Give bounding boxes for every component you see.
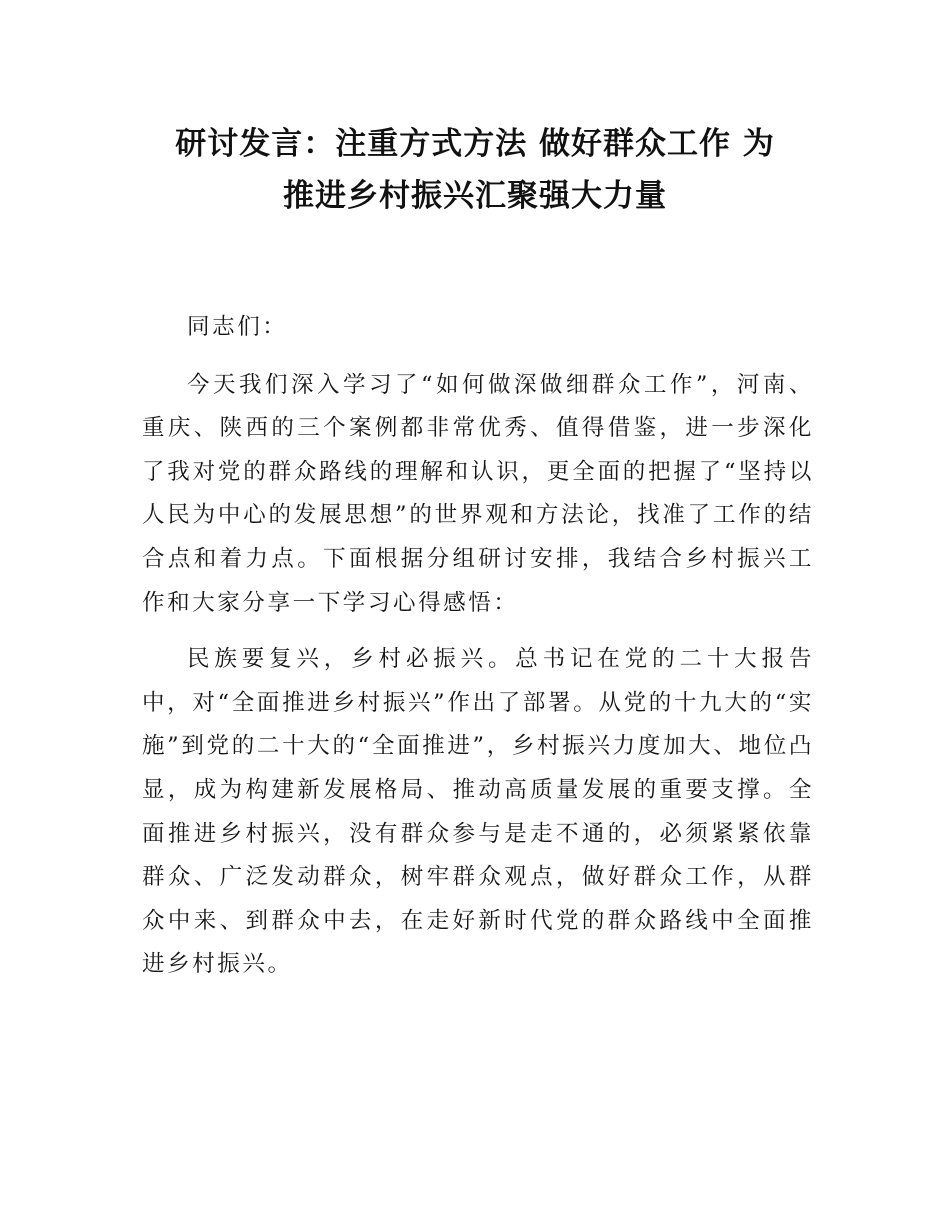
document-body — [142, 306, 814, 1000]
title-line-1: 研讨发言：注重方式方法 做好群众工作 为 — [175, 126, 775, 162]
paragraph-1: 今天我们深入学习了“如何做深做细群众工作”，河南、重庆、陕西的三个案例都非常优秀、值得借鉴，进一步深化了我对党的群众路线的理解和认识，更全面的把握了“坚持以人民为中心的发展思想”的世界观和方法论，找准了工作的结合点和着力点。下面根据分组研讨安排，我结合乡村振兴工作和大家分享一下学习心得感悟： — [142, 371, 814, 616]
document-title — [110, 118, 840, 222]
paragraph-2: 民族要复兴，乡村必振兴。总书记在党的二十大报告中，对“全面推进乡村振兴”作出了部署。从党的十九大的“实施”到党的二十大的“全面推进”，乡村振兴力度加大、地位凸显，成为构建新发展格局、推动高质量发展的重要支撑。全面推进乡村振兴，没有群众参与是走不通的，必须紧紧依靠群众、广泛发动群众，树牢群众观点，做好群众工作，从群众中来、到群众中去，在走好新时代党的群众路线中全面推进乡村振兴。 — [142, 646, 814, 978]
salutation: 同志们： — [187, 314, 288, 340]
title-line-2: 推进乡村振兴汇聚强大力量 — [283, 178, 667, 214]
